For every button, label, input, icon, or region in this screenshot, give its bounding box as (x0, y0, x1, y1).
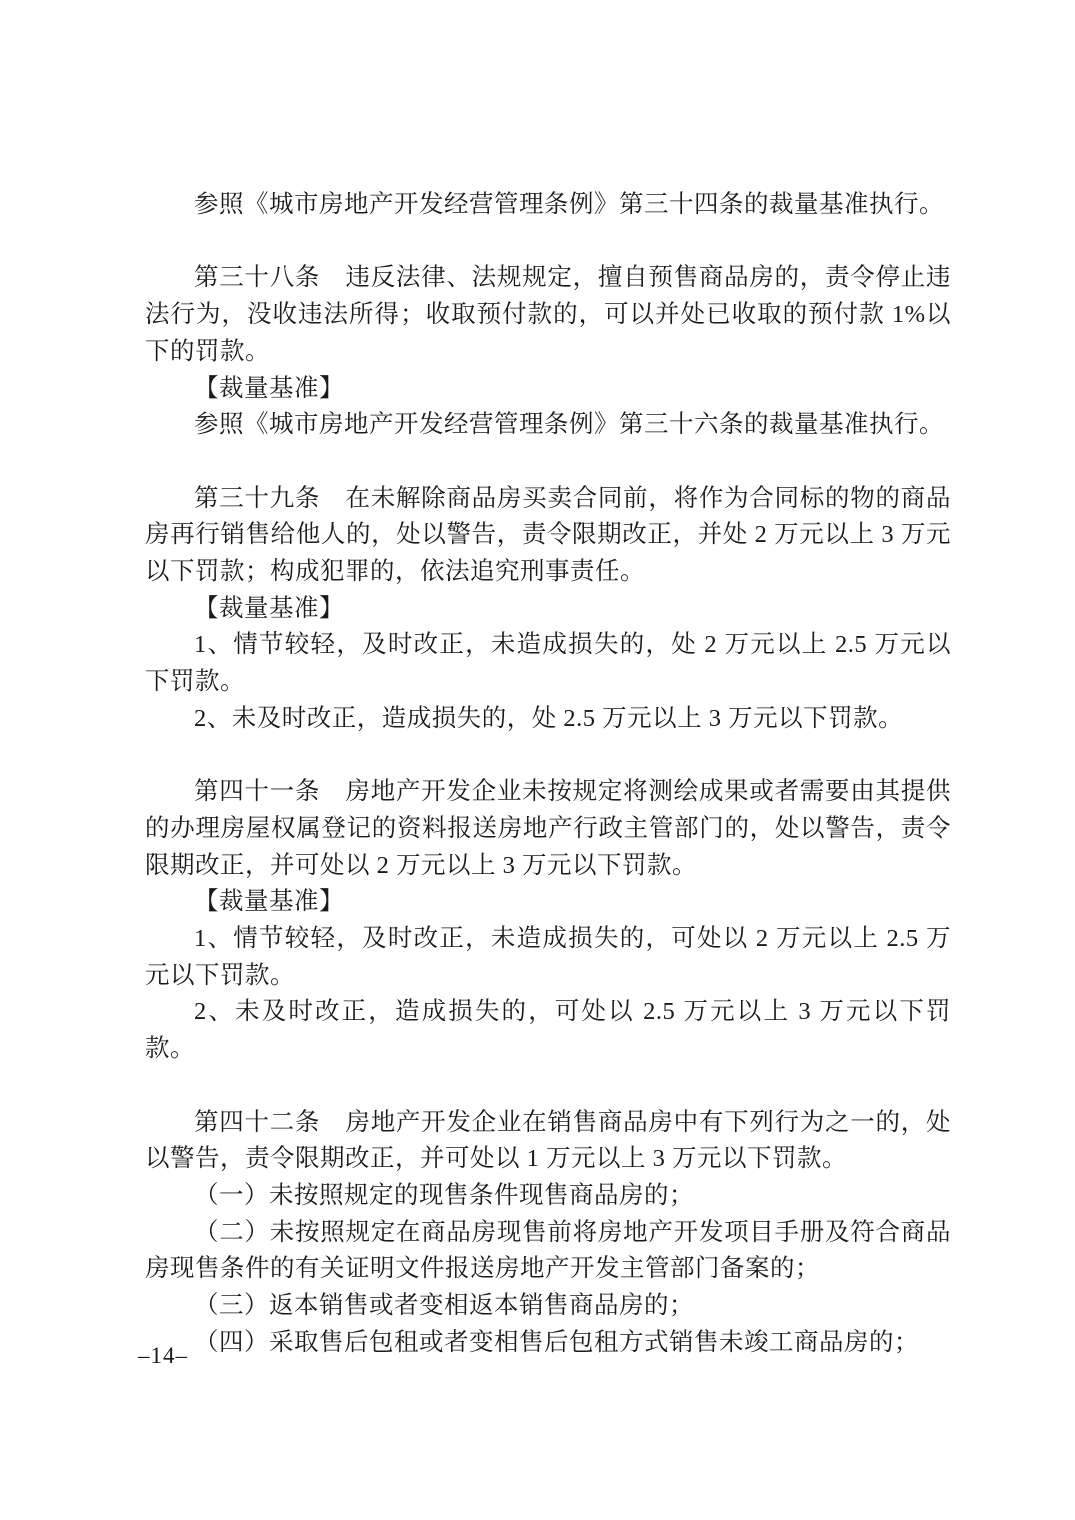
paragraph: 1、情节较轻，及时改正，未造成损失的，处 2 万元以上 2.5 万元以下罚款。 (145, 631, 951, 696)
paragraph: 【裁量基准】 (194, 374, 344, 402)
paragraph: 第四十二条 房地产开发企业在销售商品房中有下列行为之一的，处以警告，责令限期改正，并可处以 1 万元以上 3 万元以下罚款。 (145, 1108, 951, 1173)
paragraph: （三）返本销售或者变相返本销售商品房的； (194, 1292, 694, 1320)
paragraph: 1、情节较轻，及时改正，未造成损失的，可处以 2 万元以上 2.5 万元以下罚款。 (145, 925, 951, 989)
paragraph: 2、未及时改正，造成损失的，可处以 2.5 万元以上 3 万元以下罚款。 (145, 998, 951, 1063)
page-number: –14– (138, 1343, 188, 1368)
paragraph: 第四十一条 房地产开发企业未按规定将测绘成果或者需要由其提供的办理房屋权属登记的资料报送房地产行政主管部门的，处以警告，责令限期改正，并可处以 2 万元以上 3 万元以下罚款。 (145, 778, 951, 879)
paragraph: 【裁量基准】 (194, 594, 344, 622)
paragraph: 2、未及时改正，造成损失的，处 2.5 万元以上 3 万元以下罚款。 (194, 704, 904, 732)
paragraph: （四）采取售后包租或者变相售后包租方式销售未竣工商品房的； (194, 1328, 919, 1356)
document-body (145, 187, 951, 1361)
paragraph: 第三十九条 在未解除商品房买卖合同前，将作为合同标的物的商品房再行销售给他人的，处以警告，责令限期改正，并处 2 万元以上 3 万元以下罚款；构成犯罪的，依法追究刑事责任。 (145, 484, 951, 585)
paragraph: 参照《城市房地产开发经营管理条例》第三十六条的裁量基准执行。 (194, 411, 944, 439)
paragraph: （一）未按照规定的现售条件现售商品房的； (194, 1181, 694, 1209)
paragraph: 参照《城市房地产开发经营管理条例》第三十四条的裁量基准执行。 (194, 191, 944, 218)
paragraph: （二）未按照规定在商品房现售前将房地产开发项目手册及符合商品房现售条件的有关证明文件报送房地产开发主管部门备案的； (145, 1218, 951, 1283)
paragraph: 【裁量基准】 (194, 888, 344, 916)
paragraph: 第三十八条 违反法律、法规规定，擅自预售商品房的，责令停止违法行为，没收违法所得；收取预付款的，可以并处已收取的预付款 1%以下的罚款。 (145, 264, 951, 365)
